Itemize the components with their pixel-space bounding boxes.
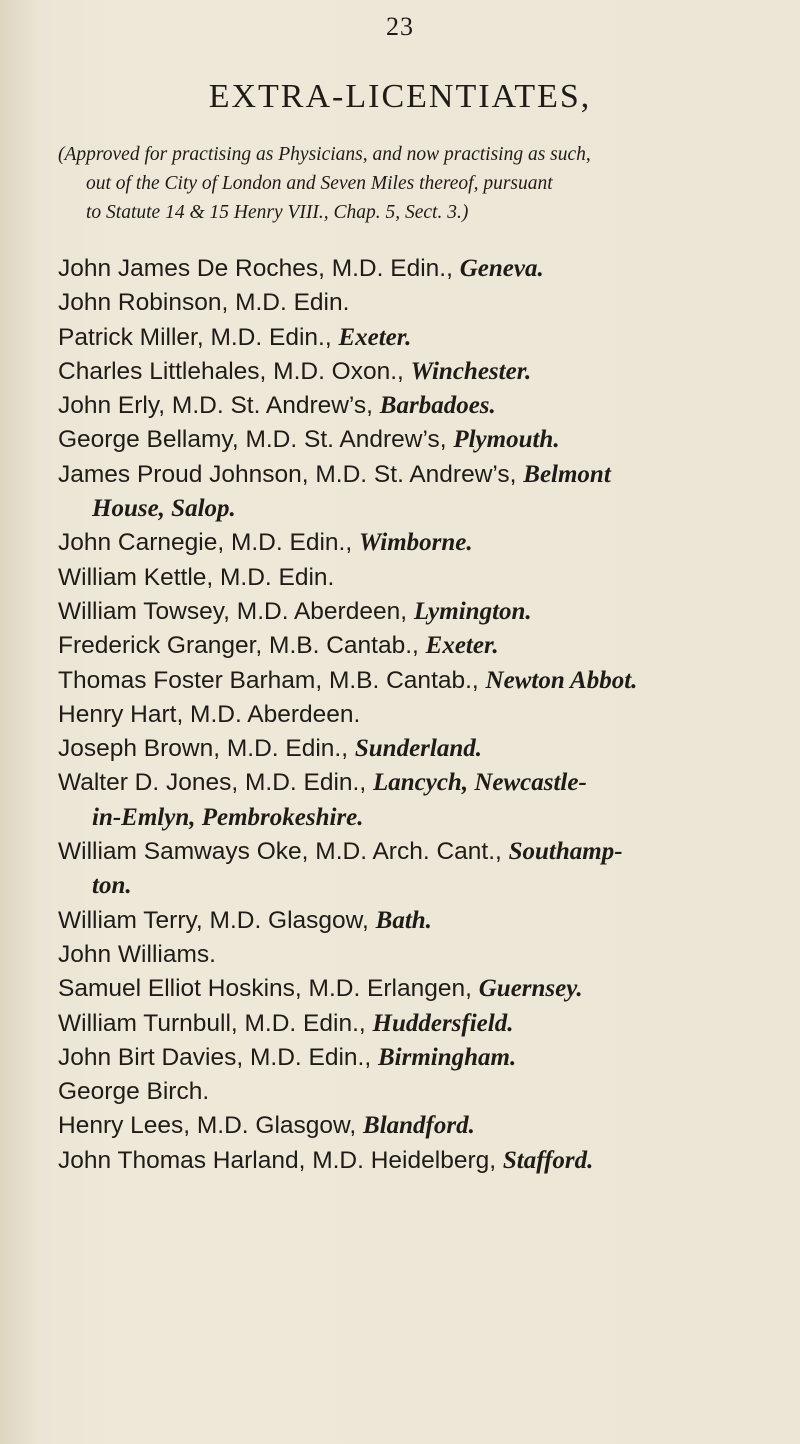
entry-place: Lancych, Newcastle- [372, 769, 587, 797]
entry-place: Sunderland. [354, 735, 482, 763]
entry-name: Frederick Granger, M.B. Cantab., [58, 632, 426, 660]
list-item [58, 629, 788, 663]
entry-place: Exeter. [425, 632, 499, 660]
list-item [58, 698, 788, 732]
list-item [58, 286, 788, 320]
list-item [58, 252, 788, 286]
entry-place: Blandford. [363, 1112, 475, 1140]
entry-place: Newton Abbot. [485, 666, 638, 694]
entry-place: Bath. [375, 906, 432, 934]
entry-name: Samuel Elliot Hoskins, M.D. Erlangen, [58, 975, 479, 1003]
entry-name: Patrick Miller, M.D. Edin., [58, 323, 339, 351]
entry-place-continued: ton. [92, 872, 132, 900]
entry-name: William Towsey, M.D. Aberdeen, [58, 597, 414, 625]
list-item [58, 389, 788, 423]
list-item [58, 766, 788, 835]
list-item [58, 355, 788, 389]
entry-name: John Williams. [58, 940, 216, 968]
list-item [58, 835, 788, 904]
entry-name: Henry Hart, M.D. Aberdeen. [58, 700, 361, 728]
entry-name: John Birt Davies, M.D. Edin., [58, 1043, 378, 1071]
entry-name: William Samways Oke, M.D. Arch. Cant., [58, 838, 509, 866]
list-item [58, 1144, 788, 1178]
entry-place: Plymouth. [453, 426, 560, 454]
entry-name: William Turnbull, M.D. Edin., [58, 1009, 373, 1037]
page-title: EXTRA-LICENTIATES, [208, 78, 592, 115]
entry-name: George Bellamy, M.D. St. Andrew’s, [58, 426, 454, 454]
entry-place: Exeter. [338, 323, 412, 351]
list-item [58, 1109, 788, 1143]
entry-place-continued: House, Salop. [92, 495, 236, 523]
entry-place: Guernsey. [478, 975, 583, 1003]
entry-name: James Proud Johnson, M.D. St. Andrew’s, [58, 460, 524, 488]
page-number: 23 [386, 12, 414, 41]
entry-place: Belmont [523, 460, 611, 488]
entry-name: John Thomas Harland, M.D. Heidelberg, [58, 1146, 503, 1174]
entry-place: Lymington. [413, 597, 532, 625]
entry-name: Walter D. Jones, M.D. Edin., [58, 769, 373, 797]
entry-place-continued: in-Emlyn, Pembrokeshire. [92, 803, 364, 831]
entry-name: John Carnegie, M.D. Edin., [58, 529, 359, 557]
list-item [58, 595, 788, 629]
list-item [58, 1041, 788, 1075]
entry-name: George Birch. [58, 1078, 210, 1106]
list-item [58, 938, 788, 972]
entry-name: Henry Lees, M.D. Glasgow, [58, 1112, 364, 1140]
list-item [58, 1007, 788, 1041]
entry-place: Huddersfield. [372, 1009, 514, 1037]
intro-paragraph [58, 140, 778, 227]
entry-place: Birmingham. [377, 1043, 517, 1071]
entry-name: Joseph Brown, M.D. Edin., [58, 735, 355, 763]
entry-name: Thomas Foster Barham, M.B. Cantab., [58, 666, 486, 694]
entry-name: John Robinson, M.D. Edin. [58, 289, 350, 317]
list-item [58, 1075, 788, 1109]
entry-name: John James De Roches, M.D. Edin., [58, 255, 460, 282]
entry-name: Charles Littlehales, M.D. Oxon., [58, 357, 411, 385]
entry-place: Wimborne. [358, 529, 473, 557]
list-item [58, 972, 788, 1006]
list-item [58, 526, 788, 560]
intro-line: out of the City of London and Seven Miles thereof, pursuant [86, 173, 553, 194]
entry-name: John Erly, M.D. St. Andrew’s, [58, 392, 380, 420]
list-item [58, 904, 788, 938]
list-item [58, 321, 788, 355]
intro-line: to Statute 14 & 15 Henry VIII., Chap. 5, Sect. 3.) [86, 202, 469, 223]
intro-line: (Approved for practising as Physicians, and now practising as such, [58, 144, 591, 165]
entry-name: William Kettle, M.D. Edin. [58, 563, 335, 591]
entry-place: Southamp- [508, 838, 623, 866]
licentiate-list [58, 252, 788, 1178]
entry-name: William Terry, M.D. Glasgow, [58, 906, 376, 934]
list-item [58, 423, 788, 457]
list-item [58, 664, 788, 698]
entry-place: Geneva. [459, 255, 544, 282]
entry-place: Stafford. [502, 1146, 594, 1174]
list-item [58, 458, 788, 527]
list-item [58, 561, 788, 595]
list-item [58, 732, 788, 766]
entry-place: Barbadoes. [379, 392, 496, 420]
entry-place: Winchester. [410, 357, 532, 385]
